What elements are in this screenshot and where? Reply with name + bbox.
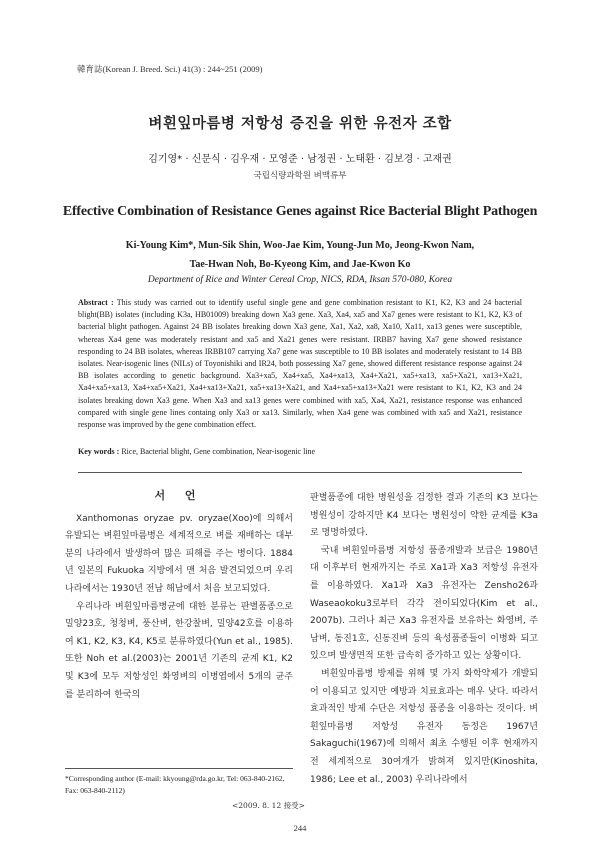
left-paragraph-1: Xanthomonas oryzae pv. oryzae(Xoo)에 의해서 유발되는 벼흰잎마름병은 세계적으로 벼를 재배하는 대부분의 나라에서 발생하여 많은 피해를 주는 병이다. 1884년 일본의 Fukuoka 지방에서 맨 처음 발견되었으며 우리나라에서는 1930년 전남 해남에서 처음 보고되었다. (65, 513, 293, 594)
affiliation-english: Department of Rice and Winter Cereal Crop, NICS, RDA, Iksan 570-080, Korea (147, 275, 453, 285)
right-paragraph-2: 벼흰잎마름병 방제를 위해 몇 가지 화학약제가 개발되어 이용되고 있지만 예방과 치료효과는 매우 낮다. 따라서 효과적인 방제 수단은 저항성 품종을 이용하는 것이다. 벼흰잎마름병 저항성 유전자 동정은 1967년 Sakaguchi(1967)에 의해서 최초 수행된 이후 현재까지 전 세계적으로 30여개가 밝혀져 있지만(Kinoshita, 1986; Lee et al., 2003) 우리나라에서 (310, 668, 538, 785)
left-column (65, 487, 293, 704)
header-divider (78, 472, 522, 473)
abstract (78, 297, 522, 431)
footnote-divider (65, 768, 293, 769)
right-column (310, 490, 538, 789)
keywords-label: Key words : (78, 447, 120, 456)
right-paragraph-1: 국내 벼흰잎마름병 저항성 품종개발과 보급은 1980년대 이후부터 현재까지는 주로 Xa1과 Xa3 저항성 유전자를 이용하였다. Xa1과 Xa3 유전자는 Zensho26과 Waseaokoku3로부터 각각 전이되었다(Kim et al., 2007b). 그러나 최근 Xa3 유전자를 보유하는 화영벼, 주남벼, 동진1호, 신동진벼 등의 육성품종들이 이병화 되고 있으며 발생면적 또한 급속히 증가하고 있는 상황이다. (310, 545, 538, 662)
title-korean: 벼흰잎마름병 저항성 증진을 위한 유전자 조합 (148, 116, 452, 132)
affiliation-korean: 국립식량과학원 벼맥류부 (253, 171, 347, 181)
title-english: Effective Combination of Resistance Genes against Rice Bacterial Blight Pathogen (62, 204, 538, 219)
received-date: <2009. 8. 12 接受> (232, 801, 305, 810)
abstract-label: Abstract : (78, 298, 114, 307)
abstract-text: This study was carried out to identify useful single gene and gene combination resistant to K1, K2, K3 and 24 bacterial blight(BB) isolates (including K3a, HB01009) breaking down Xa3 gene. Xa3, Xa4, xa5 and Xa7 genes were resistant to K1, K2, K3 of bacterial blight pathogen. Against 24 BB isolates breaking down Xa3 gene, Xa1, Xa2, xa8, Xa10, Xa11, xa13 genes were susceptible, whereas Xa4 gene was moderately resistant and xa5 and Xa21 genes were resistant. IRBB7 having Xa7 gene showed resistance responding to 24 BB isolates, whereas IRBB107 carrying Xa7 gene was susceptible to 10 BB isolates and moderately resistant to 14 BB isolates. Near-isogenic lines (NILs) of Toyonishiki and IR24, both possessing Xa7 gene, showed different resistance response against 24 BB isolates according to genetic background. Xa3+xa5, Xa4+xa5, Xa4+xa13, Xa4+Xa21, xa5+xa13, xa5+Xa21, xa13+Xa21, Xa4+xa5+xa13, Xa4+xa5+Xa21, Xa4+xa13+Xa21, xa5+xa13+Xa21, and Xa4+xa5+xa13+Xa21 were resistant to K1, K2, K3 and 24 isolates breaking down Xa3 gene. When Xa3 and xa13 genes were combined with xa5, Xa4, Xa21, resistance response was enhanced compared with single gene lines containg only Xa3 or xa13. Similarly, when Xa4 gene was combined with xa5 and Xa21, resistance response was improved by the gene combination effect. (78, 298, 522, 430)
authors-korean: 김기영* · 신문식 · 김우재 · 모영준 · 남정권 · 노태환 · 김보경 · 고재권 (148, 154, 452, 165)
authors-english-line-2: Tae-Hwan Noh, Bo-Kyeong Kim, and Jae-Kwon Ko (189, 259, 411, 270)
journal-reference: 韓育誌(Korean J. Breed. Sci.) 41(3) : 244~251 (2009) (77, 64, 263, 74)
section-heading-introduction: 서 언 (154, 489, 204, 502)
left-paragraph-2: 우리나라 벼흰잎마름병균에 대한 분류는 판별품종으로 밀양23호, 청청벼, 풍산벼, 한강찰벼, 밀양42호를 이용하여 K1, K2, K3, K4, K5로 분류하였다(Yun et al., 1985). 또한 Noh et al.(2003)는 2001년 기존의 균계 K1, K2 및 K3에 모두 저항성인 화영벼의 이병엽에서 5개의 균주를 분리하여 한국의 (65, 601, 293, 700)
authors-english (60, 236, 540, 274)
keywords (78, 447, 522, 456)
right-paragraph-0: 판별품종에 대한 병원성을 검정한 결과 기존의 K3 보다는 병원성이 강하지만 K4 보다는 병원성이 약한 균계를 K3a로 명명하였다. (310, 493, 538, 539)
authors-english-line-1: Ki-Young Kim*, Mun-Sik Shin, Woo-Jae Kim, Young-Jun Mo, Jeong-Kwon Nam, (125, 240, 475, 251)
footnote-corresponding-author: *Corresponding author (E-mail: kkyoung@rda.go.kr, Tel: 063-840-2162, Fax: 063-840-2112) (65, 774, 285, 795)
page-number: 244 (293, 823, 307, 833)
keywords-text: Rice, Bacterial blight, Gene combination, Near-isogenic line (121, 447, 316, 456)
